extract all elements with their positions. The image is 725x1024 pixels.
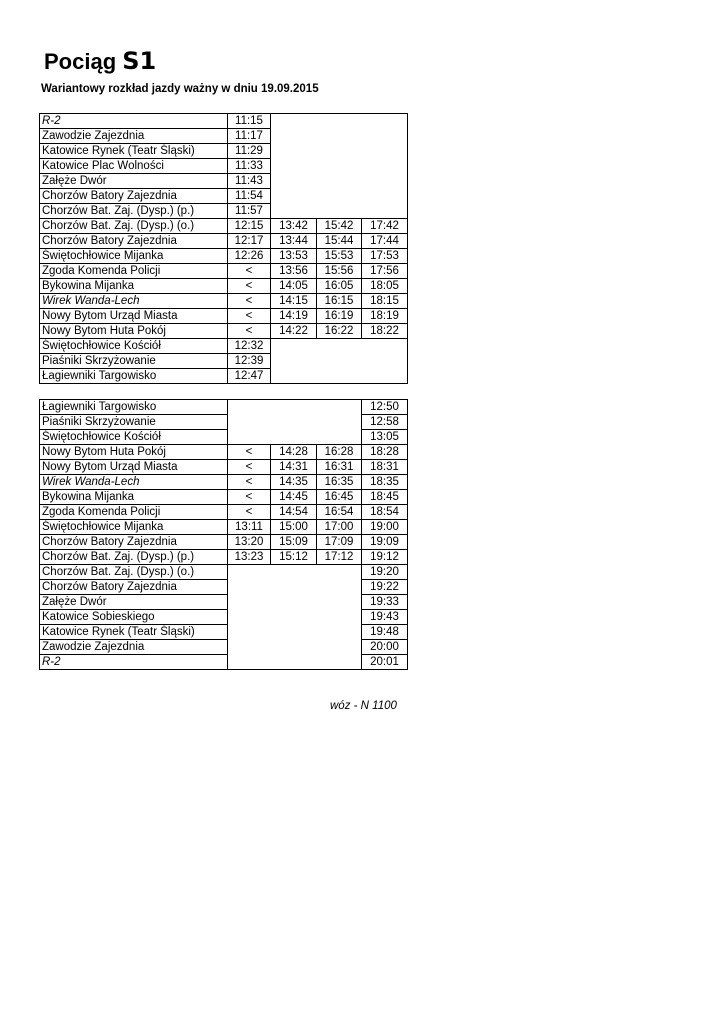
departure-time: 19:09 — [362, 535, 408, 550]
departure-time: 14:15 — [271, 294, 317, 309]
table-row — [40, 490, 408, 505]
departure-time: 17:56 — [362, 264, 408, 279]
empty-cell — [271, 159, 408, 174]
departure-time: 19:48 — [362, 625, 408, 640]
departure-time: 14:05 — [271, 279, 317, 294]
stop-name: Nowy Bytom Urząd Miasta — [40, 460, 228, 475]
skip-marker: < — [228, 475, 271, 490]
stop-name: Chorzów Batory Zajezdnia — [40, 234, 228, 249]
departure-time: 16:54 — [317, 505, 362, 520]
departure-time: 16:45 — [317, 490, 362, 505]
table-row — [40, 159, 408, 174]
stop-name: Zgoda Komenda Policji — [40, 505, 228, 520]
table-row — [40, 279, 408, 294]
departure-time: 12:15 — [228, 219, 271, 234]
table-row — [40, 339, 408, 354]
stop-name: R-2 — [40, 655, 228, 670]
departure-time: 15:00 — [271, 520, 317, 535]
skip-marker: < — [228, 324, 271, 339]
table-row — [40, 520, 408, 535]
stop-name: Chorzów Batory Zajezdnia — [40, 189, 228, 204]
train-number: S1 — [122, 47, 157, 75]
empty-cell — [228, 400, 362, 415]
vehicle-note: wóz - N 1100 — [330, 700, 397, 712]
table-row — [40, 610, 408, 625]
departure-time: 17:53 — [362, 249, 408, 264]
departure-time: 18:15 — [362, 294, 408, 309]
table-row — [40, 505, 408, 520]
departure-time: 11:33 — [228, 159, 271, 174]
stop-name: Piaśniki Skrzyżowanie — [40, 354, 228, 369]
departure-time: 19:33 — [362, 595, 408, 610]
table-row — [40, 415, 408, 430]
table-row — [40, 625, 408, 640]
stop-name: R-2 — [40, 114, 228, 129]
departure-time: 17:09 — [317, 535, 362, 550]
schedule-subtitle: Wariantowy rozkład jazdy ważny w dniu 19.09.2015 — [41, 83, 319, 95]
empty-cell — [271, 129, 408, 144]
stop-name: Bykowina Mijanka — [40, 490, 228, 505]
table-row — [40, 565, 408, 580]
departure-time: 15:12 — [271, 550, 317, 565]
empty-cell — [271, 354, 408, 369]
departure-time: 13:42 — [271, 219, 317, 234]
departure-time: 16:31 — [317, 460, 362, 475]
skip-marker: < — [228, 264, 271, 279]
skip-marker: < — [228, 460, 271, 475]
departure-time: 15:42 — [317, 219, 362, 234]
table-row — [40, 595, 408, 610]
departure-time: 12:47 — [228, 369, 271, 384]
departure-time: 19:12 — [362, 550, 408, 565]
stop-name: Nowy Bytom Urząd Miasta — [40, 309, 228, 324]
departure-time: 14:54 — [271, 505, 317, 520]
departure-time: 18:22 — [362, 324, 408, 339]
departure-time: 13:53 — [271, 249, 317, 264]
table-row — [40, 249, 408, 264]
skip-marker: < — [228, 490, 271, 505]
stop-name: Świętochłowice Mijanka — [40, 249, 228, 264]
stop-name: Zawodzie Zajezdnia — [40, 640, 228, 655]
departure-time: 14:22 — [271, 324, 317, 339]
departure-time: 16:22 — [317, 324, 362, 339]
stop-name: Chorzów Batory Zajezdnia — [40, 580, 228, 595]
empty-cell — [271, 339, 408, 354]
departure-time: 20:01 — [362, 655, 408, 670]
empty-cell — [228, 415, 362, 430]
departure-time: 18:45 — [362, 490, 408, 505]
table-row — [40, 400, 408, 415]
stop-name: Zawodzie Zajezdnia — [40, 129, 228, 144]
departure-time: 12:17 — [228, 234, 271, 249]
departure-time: 16:28 — [317, 445, 362, 460]
stop-name: Katowice Sobieskiego — [40, 610, 228, 625]
table-row — [40, 174, 408, 189]
stop-name: Katowice Rynek (Teatr Śląski) — [40, 625, 228, 640]
departure-time: 11:57 — [228, 204, 271, 219]
departure-time: 16:15 — [317, 294, 362, 309]
stop-name: Łagiewniki Targowisko — [40, 400, 228, 415]
timetable-outbound — [39, 113, 408, 384]
departure-time: 18:05 — [362, 279, 408, 294]
stop-name: Wirek Wanda-Lech — [40, 475, 228, 490]
departure-time: 13:23 — [228, 550, 271, 565]
empty-cell — [228, 565, 362, 580]
departure-time: 14:35 — [271, 475, 317, 490]
empty-cell — [271, 114, 408, 129]
departure-time: 15:44 — [317, 234, 362, 249]
title-prefix: Pociąg — [44, 49, 117, 74]
departure-time: 13:44 — [271, 234, 317, 249]
departure-time: 13:56 — [271, 264, 317, 279]
table-row — [40, 324, 408, 339]
departure-time: 17:00 — [317, 520, 362, 535]
departure-time: 18:54 — [362, 505, 408, 520]
departure-time: 15:56 — [317, 264, 362, 279]
departure-time: 20:00 — [362, 640, 408, 655]
table-row — [40, 129, 408, 144]
departure-time: 12:58 — [362, 415, 408, 430]
stop-name: Chorzów Batory Zajezdnia — [40, 535, 228, 550]
departure-time: 15:53 — [317, 249, 362, 264]
departure-time: 19:20 — [362, 565, 408, 580]
stop-name: Bykowina Mijanka — [40, 279, 228, 294]
table-row — [40, 309, 408, 324]
stop-name: Katowice Rynek (Teatr Śląski) — [40, 144, 228, 159]
table-row — [40, 580, 408, 595]
table-row — [40, 445, 408, 460]
departure-time: 17:44 — [362, 234, 408, 249]
stop-name: Załęże Dwór — [40, 174, 228, 189]
stop-name: Nowy Bytom Huta Pokój — [40, 445, 228, 460]
departure-time: 18:35 — [362, 475, 408, 490]
empty-cell — [228, 430, 362, 445]
departure-time: 14:19 — [271, 309, 317, 324]
departure-time: 17:42 — [362, 219, 408, 234]
table-row — [40, 354, 408, 369]
departure-time: 14:31 — [271, 460, 317, 475]
stop-name: Załęże Dwór — [40, 595, 228, 610]
table-row — [40, 475, 408, 490]
stop-name: Świętochłowice Kościół — [40, 430, 228, 445]
table-row — [40, 460, 408, 475]
departure-time: 16:19 — [317, 309, 362, 324]
departure-time: 13:05 — [362, 430, 408, 445]
departure-time: 14:28 — [271, 445, 317, 460]
departure-time: 12:50 — [362, 400, 408, 415]
table-row — [40, 369, 408, 384]
empty-cell — [228, 640, 362, 655]
empty-cell — [228, 580, 362, 595]
stop-name: Nowy Bytom Huta Pokój — [40, 324, 228, 339]
table-row — [40, 535, 408, 550]
table-row — [40, 655, 408, 670]
departure-time: 15:09 — [271, 535, 317, 550]
departure-time: 11:54 — [228, 189, 271, 204]
table-row — [40, 144, 408, 159]
empty-cell — [271, 369, 408, 384]
departure-time: 11:29 — [228, 144, 271, 159]
stop-name: Zgoda Komenda Policji — [40, 264, 228, 279]
empty-cell — [271, 189, 408, 204]
stop-name: Chorzów Bat. Zaj. (Dysp.) (o.) — [40, 219, 228, 234]
table-row — [40, 640, 408, 655]
page-title — [44, 48, 156, 75]
empty-cell — [271, 204, 408, 219]
departure-time: 12:26 — [228, 249, 271, 264]
table-row — [40, 114, 408, 129]
empty-cell — [228, 655, 362, 670]
empty-cell — [271, 174, 408, 189]
table-row — [40, 294, 408, 309]
departure-time: 11:43 — [228, 174, 271, 189]
departure-time: 18:19 — [362, 309, 408, 324]
stop-name: Świętochłowice Kościół — [40, 339, 228, 354]
skip-marker: < — [228, 309, 271, 324]
departure-time: 19:00 — [362, 520, 408, 535]
departure-time: 16:05 — [317, 279, 362, 294]
table-row — [40, 204, 408, 219]
departure-time: 13:11 — [228, 520, 271, 535]
stop-name: Chorzów Bat. Zaj. (Dysp.) (p.) — [40, 550, 228, 565]
departure-time: 18:28 — [362, 445, 408, 460]
skip-marker: < — [228, 294, 271, 309]
stop-name: Chorzów Bat. Zaj. (Dysp.) (o.) — [40, 565, 228, 580]
stop-name: Katowice Plac Wolności — [40, 159, 228, 174]
stop-name: Łagiewniki Targowisko — [40, 369, 228, 384]
empty-cell — [228, 595, 362, 610]
empty-cell — [271, 144, 408, 159]
departure-time: 16:35 — [317, 475, 362, 490]
table-row — [40, 219, 408, 234]
table-row — [40, 550, 408, 565]
stop-name: Wirek Wanda-Lech — [40, 294, 228, 309]
departure-time: 14:45 — [271, 490, 317, 505]
departure-time: 18:31 — [362, 460, 408, 475]
departure-time: 11:15 — [228, 114, 271, 129]
table-row — [40, 189, 408, 204]
table-row — [40, 234, 408, 249]
skip-marker: < — [228, 445, 271, 460]
departure-time: 11:17 — [228, 129, 271, 144]
departure-time: 12:39 — [228, 354, 271, 369]
table-row — [40, 264, 408, 279]
empty-cell — [228, 610, 362, 625]
stop-name: Chorzów Bat. Zaj. (Dysp.) (p.) — [40, 204, 228, 219]
table-row — [40, 430, 408, 445]
timetable-return — [39, 399, 408, 670]
empty-cell — [228, 625, 362, 640]
departure-time: 12:32 — [228, 339, 271, 354]
departure-time: 17:12 — [317, 550, 362, 565]
stop-name: Świętochłowice Mijanka — [40, 520, 228, 535]
skip-marker: < — [228, 279, 271, 294]
stop-name: Piaśniki Skrzyżowanie — [40, 415, 228, 430]
departure-time: 13:20 — [228, 535, 271, 550]
skip-marker: < — [228, 505, 271, 520]
departure-time: 19:22 — [362, 580, 408, 595]
departure-time: 19:43 — [362, 610, 408, 625]
